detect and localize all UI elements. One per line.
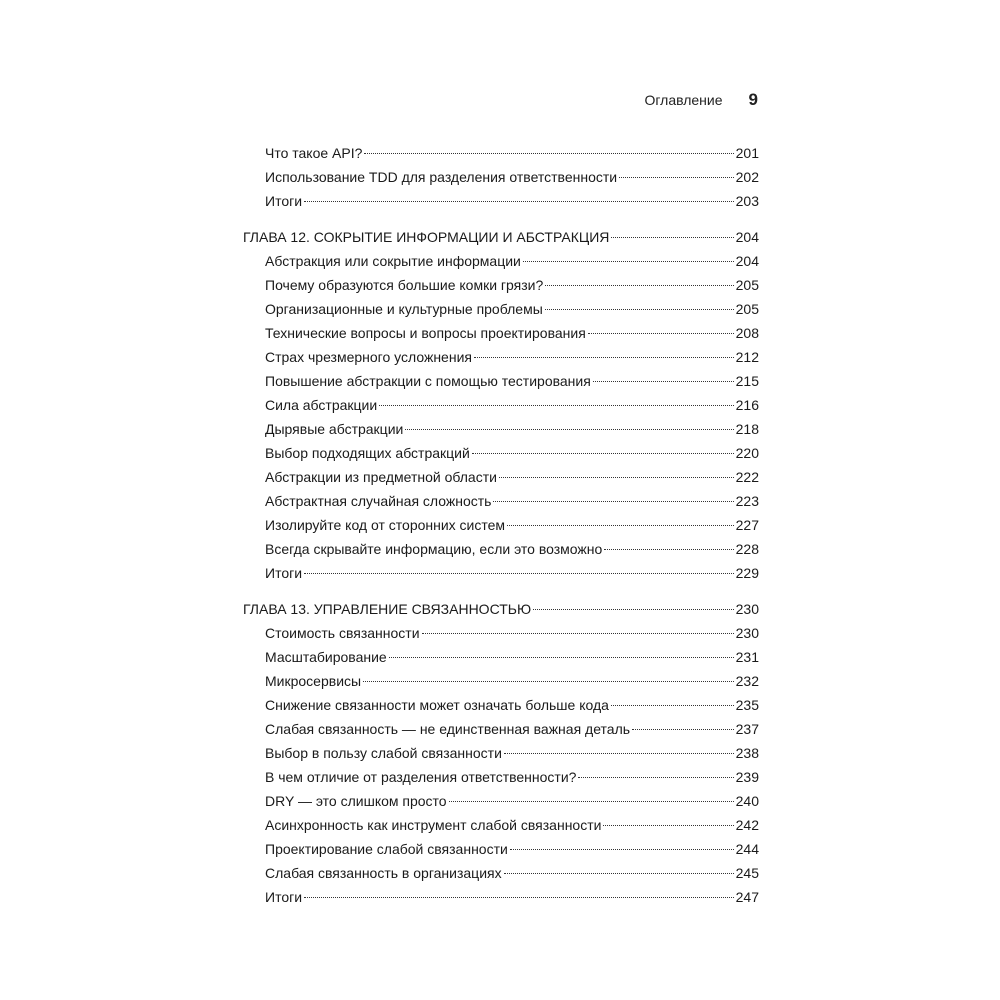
dot-leader xyxy=(364,152,733,154)
dot-leader xyxy=(405,428,733,430)
dot-leader xyxy=(545,308,734,310)
toc-entry-page: 235 xyxy=(735,697,759,713)
toc-chapter-entry-page: 204 xyxy=(735,229,759,245)
dot-leader xyxy=(474,356,734,358)
toc-entry xyxy=(243,837,759,861)
toc-entry-label: Изолируйте код от сторонних систем xyxy=(265,517,506,533)
toc-entry-label: Проектирование слабой связанности xyxy=(265,841,508,857)
toc-entry xyxy=(243,441,759,465)
toc-entry-label: DRY — это слишком просто xyxy=(265,793,447,809)
dot-leader xyxy=(632,728,734,730)
toc-entry-page: 223 xyxy=(735,493,759,509)
toc-entry-page: 227 xyxy=(735,517,759,533)
toc-entry xyxy=(243,297,759,321)
toc-entry-page: 230 xyxy=(735,625,759,641)
toc-entry-page: 212 xyxy=(735,349,759,365)
toc-entry-page: 204 xyxy=(735,253,759,269)
toc-entry-label: Снижение связанности может означать больше кода xyxy=(265,697,609,713)
dot-leader xyxy=(472,452,734,454)
toc-entry xyxy=(243,621,759,645)
dot-leader xyxy=(304,200,734,202)
toc-entry-label: Итоги xyxy=(265,193,303,209)
toc-entry-page: 222 xyxy=(735,469,759,485)
toc-entry-page: 238 xyxy=(735,745,759,761)
toc-entry xyxy=(243,537,759,561)
toc-entry-page: 205 xyxy=(735,301,759,317)
toc-entry-label: Абстрактная случайная сложность xyxy=(265,493,492,509)
toc-entry-page: 247 xyxy=(735,889,759,905)
toc-chapter-block xyxy=(243,597,759,909)
toc-entry xyxy=(243,861,759,885)
dot-leader xyxy=(523,260,734,262)
toc-entry xyxy=(243,393,759,417)
dot-leader xyxy=(611,236,733,238)
toc-entry-page: 201 xyxy=(735,145,759,161)
toc-entry-page: 237 xyxy=(735,721,759,737)
dot-leader xyxy=(449,800,734,802)
dot-leader xyxy=(504,752,734,754)
toc-chapter-entry-page: 230 xyxy=(735,601,759,617)
toc-chapter-block xyxy=(243,225,759,585)
toc-entry-label: Использование TDD для разделения ответственности xyxy=(265,169,618,185)
toc-entry-label: Дырявые абстракции xyxy=(265,421,404,437)
toc-entry xyxy=(243,345,759,369)
toc-entry-page: 228 xyxy=(735,541,759,557)
toc-entry xyxy=(243,489,759,513)
toc-entry-label: Микросервисы xyxy=(265,673,362,689)
toc-entry xyxy=(243,141,759,165)
dot-leader xyxy=(363,680,734,682)
toc-entry-label: Технические вопросы и вопросы проектирования xyxy=(265,325,586,341)
dot-leader xyxy=(545,284,733,286)
toc-entry-page: 231 xyxy=(735,649,759,665)
toc-entry xyxy=(243,885,759,909)
toc-entry-page: 205 xyxy=(735,277,759,293)
dot-leader xyxy=(493,500,733,502)
dot-leader xyxy=(604,548,733,550)
toc-chapter-entry-label: ГЛАВА 13. УПРАВЛЕНИЕ СВЯЗАННОСТЬЮ xyxy=(243,601,532,617)
running-head-title: Оглавление xyxy=(644,92,723,108)
toc-entry-label: Всегда скрывайте информацию, если это возможно xyxy=(265,541,603,557)
toc-entry-page: 218 xyxy=(735,421,759,437)
toc-continuation-block xyxy=(243,141,759,213)
toc-entry-page: 208 xyxy=(735,325,759,341)
toc-entry xyxy=(243,369,759,393)
dot-leader xyxy=(593,380,734,382)
toc-entry-page: 216 xyxy=(735,397,759,413)
toc-entry-label: Слабая связанность в организациях xyxy=(265,865,502,881)
toc-entry-label: Абстракция или сокрытие информации xyxy=(265,253,521,269)
block-gap xyxy=(243,213,759,225)
toc-entry-page: 244 xyxy=(735,841,759,857)
toc-entry-label: В чем отличие от разделения ответственности? xyxy=(265,769,577,785)
dot-leader xyxy=(619,176,734,178)
toc-entry-label: Выбор в пользу слабой связанности xyxy=(265,745,502,761)
toc-entry-label: Абстракции из предметной области xyxy=(265,469,497,485)
toc-entry-page: 240 xyxy=(735,793,759,809)
table-of-contents xyxy=(243,141,759,909)
toc-entry xyxy=(243,273,759,297)
dot-leader xyxy=(603,824,733,826)
toc-entry-label: Асинхронность как инструмент слабой связанности xyxy=(265,817,602,833)
toc-entry-label: Страх чрезмерного усложнения xyxy=(265,349,472,365)
dot-leader xyxy=(578,776,733,778)
toc-entry-label: Слабая связанность — не единственная важная деталь xyxy=(265,721,631,737)
toc-entry-label: Масштабирование xyxy=(265,649,387,665)
toc-entry xyxy=(243,513,759,537)
toc-entry-label: Сила абстракции xyxy=(265,397,378,413)
toc-entry-page: 215 xyxy=(735,373,759,389)
toc-entry xyxy=(243,813,759,837)
dot-leader xyxy=(510,848,734,850)
toc-entry-page: 242 xyxy=(735,817,759,833)
toc-entry-page: 245 xyxy=(735,865,759,881)
toc-entry-label: Организационные и культурные проблемы xyxy=(265,301,543,317)
toc-entry xyxy=(243,717,759,741)
toc-entry xyxy=(243,693,759,717)
toc-entry-page: 239 xyxy=(735,769,759,785)
dot-leader xyxy=(507,524,734,526)
dot-leader xyxy=(611,704,734,706)
dot-leader xyxy=(499,476,734,478)
toc-entry-label: Что такое API? xyxy=(265,145,363,161)
toc-entry-label: Итоги xyxy=(265,889,303,905)
dot-leader xyxy=(533,608,734,610)
dot-leader xyxy=(304,572,734,574)
toc-chapter-entry-label: ГЛАВА 12. СОКРЫТИЕ ИНФОРМАЦИИ И АБСТРАКЦИЯ xyxy=(243,229,610,245)
block-gap xyxy=(243,585,759,597)
toc-entry-label: Повышение абстракции с помощью тестирования xyxy=(265,373,591,389)
page-number: 9 xyxy=(748,90,758,109)
toc-entry xyxy=(243,249,759,273)
toc-entry-label: Выбор подходящих абстракций xyxy=(265,445,470,461)
toc-entry-page: 203 xyxy=(735,193,759,209)
toc-entry-page: 220 xyxy=(735,445,759,461)
toc-entry xyxy=(243,645,759,669)
dot-leader xyxy=(422,632,734,634)
toc-entry xyxy=(243,669,759,693)
toc-chapter-entry xyxy=(243,225,759,249)
dot-leader xyxy=(588,332,734,334)
toc-entry xyxy=(243,321,759,345)
toc-entry xyxy=(243,741,759,765)
toc-entry xyxy=(243,189,759,213)
dot-leader xyxy=(304,896,734,898)
toc-entry xyxy=(243,561,759,585)
toc-entry-label: Итоги xyxy=(265,565,303,581)
toc-entry xyxy=(243,789,759,813)
dot-leader xyxy=(504,872,734,874)
toc-entry-page: 232 xyxy=(735,673,759,689)
toc-entry xyxy=(243,465,759,489)
toc-entry-label: Почему образуются большие комки грязи? xyxy=(265,277,544,293)
toc-entry-page: 229 xyxy=(735,565,759,581)
toc-entry xyxy=(243,417,759,441)
running-head xyxy=(600,90,758,110)
toc-chapter-entry xyxy=(243,597,759,621)
dot-leader xyxy=(379,404,733,406)
dot-leader xyxy=(389,656,734,658)
toc-entry-label: Стоимость связанности xyxy=(265,625,420,641)
toc-entry-page: 202 xyxy=(735,169,759,185)
toc-entry xyxy=(243,765,759,789)
toc-entry xyxy=(243,165,759,189)
